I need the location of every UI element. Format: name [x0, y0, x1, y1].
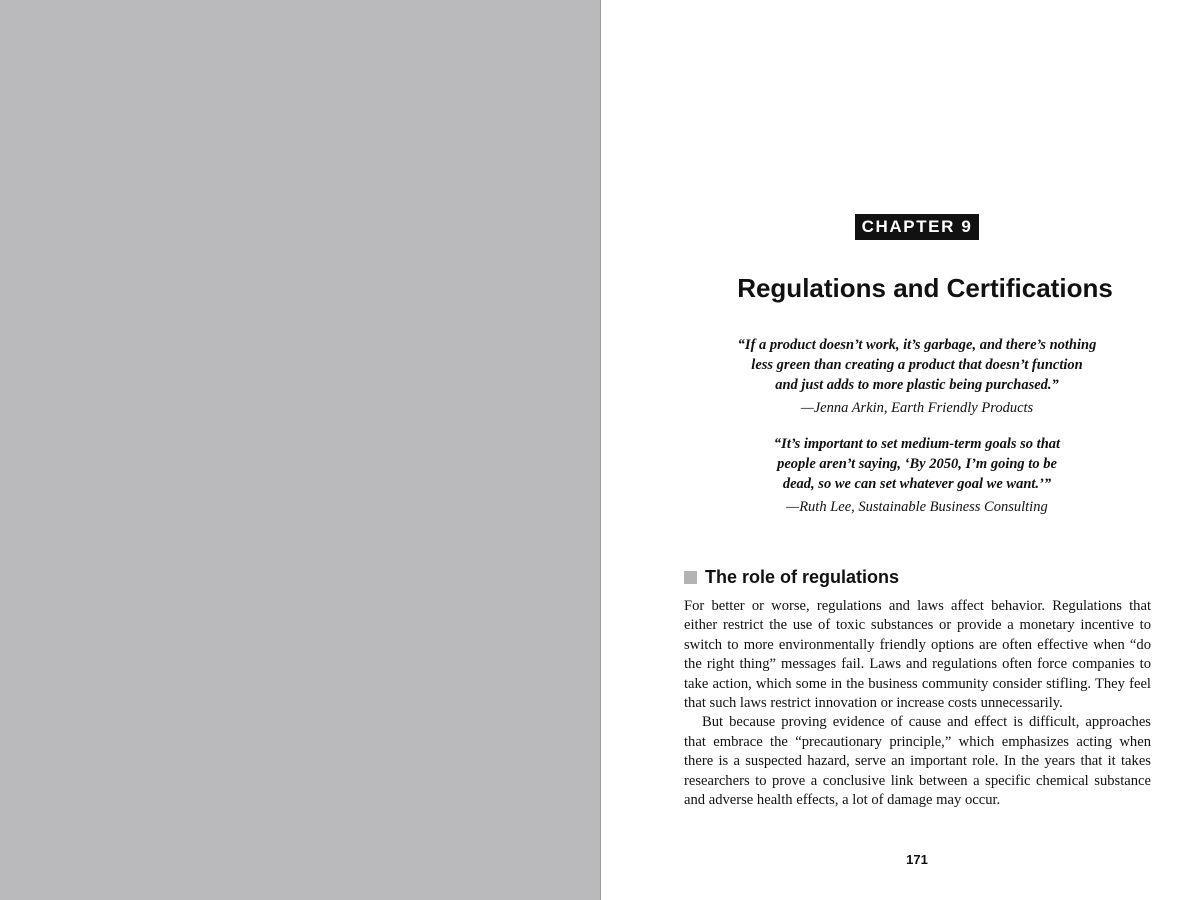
body-text — [684, 597, 1151, 810]
chapter-badge: CHAPTER 9 — [855, 214, 979, 240]
body-paragraph: But because proving evidence of cause and effect is difficult, approaches that embrace the “precautionary principle,” which emphasizes acting when there is a suspected hazard, serve an important role. In the years that it takes researchers to prove a conclusive link between a specific chemical substance and adverse health effects, a lot of damage may occur. — [684, 714, 1151, 809]
epigraph-attribution: —Jenna Arkin, Earth Friendly Products — [800, 400, 1034, 416]
body-paragraph: For better or worse, regulations and laws affect behavior. Regulations that either restrict the use of toxic substances or provide a monetary incentive to switch to more environmentally friendly options are often effective when “do the right thing” messages fail. Laws and regulations often force companies to take action, which some in the business community consider stifling. They feel that such laws restrict innovation or increase costs unnecessarily. — [684, 598, 1151, 712]
epigraph-quote-1 — [700, 335, 1134, 418]
epigraph-quote-2 — [700, 434, 1134, 517]
square-bullet-icon — [684, 571, 697, 584]
epigraph-line: “If a product doesn’t work, it’s garbage, and there’s nothing — [737, 337, 1097, 353]
epigraph-line: less green than creating a product that doesn’t function — [751, 357, 1083, 373]
epigraph-line: “It’s important to set medium-term goals so that — [773, 436, 1061, 452]
epigraph-line: and just adds to more plastic being purchased.” — [775, 377, 1059, 393]
chapter-title: Regulations and Certifications — [737, 273, 1113, 303]
page-number: 171 — [906, 852, 928, 867]
section-heading — [684, 565, 899, 589]
epigraph-line: people aren’t saying, ‘By 2050, I’m going to be — [777, 456, 1057, 472]
epigraph-line: dead, so we can set whatever goal we want.’” — [782, 476, 1052, 492]
section-title: The role of regulations — [705, 566, 900, 587]
epigraph-attribution: —Ruth Lee, Sustainable Business Consulting — [786, 499, 1048, 515]
